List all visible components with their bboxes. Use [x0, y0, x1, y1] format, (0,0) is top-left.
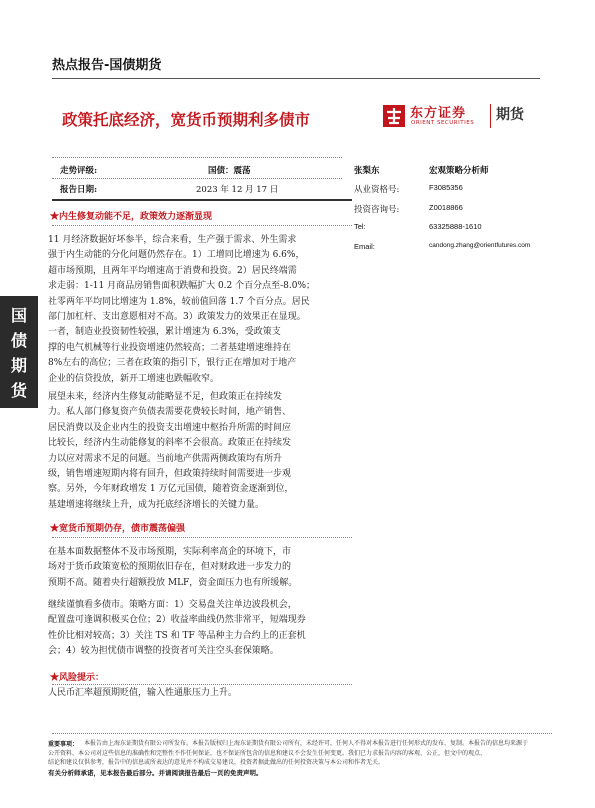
- logo-division: 期货: [496, 107, 524, 123]
- advisor-label: 投资咨询号:: [354, 205, 400, 215]
- logo-divider: [490, 104, 491, 128]
- analyst-name: 张梨东: [354, 166, 380, 176]
- section-rule: [52, 684, 352, 685]
- cert-number: F3085356: [429, 183, 463, 192]
- body-paragraph: 11 月经济数据好坏参半，综合来看，生产强于需求、外生需求 强于内生动能的分化问题仍然存在。1）工增同比增速为 6.6%， 超市场预期，且两年平均增速高于消费和投资。2）居民终端需 求走弱：1-11 月商品房销售面积跌幅扩大 0.2 个百分点至-8.0%； 社零两年平均同比增速为 1.8%，较前值回落 1.7 个百分点。居民 部门加杠杆、支出意愿相对不高。3）政策发力的效果正在显现。 一者，制造业投资韧性较强，累计增速为 6.3%，受政策支 撑的电气机械等行业投资增速仍然较高；二者基建增速维持在 8%左右的高位；三者在政策的指引下，银行正在增加对于地产 企业的信贷投放，新开工增速也跌幅收窄。: [48, 235, 316, 384]
- meta-bottom-rule: [52, 199, 352, 201]
- report-date: 2023 年 12 月 17 日: [196, 185, 279, 195]
- side-category-label: [9, 303, 29, 403]
- tel-number: 63325888-1610: [429, 222, 482, 231]
- email-label: Email:: [354, 242, 375, 251]
- side-tab-char: 期: [10, 356, 27, 375]
- disclaimer-rule: [52, 733, 552, 734]
- meta-top-rule: [52, 157, 342, 158]
- section-rule: [52, 537, 352, 538]
- disclaimer-text: 本报告由上海东证期货有限公司所发布。本报告版权归上海东证期货有限公司所有，未经许可，任何人不得对本报告进行任何形式的发布、复制。本报告的信息均来源于 公开资料，本公司对这些信息的准确性和完整性不作任何保证，也不保证所包含的信息和建议不会发生任何变更。我们已力求报告内容的客观、公正，但文中的观点、 结论和建议仅供参考，报告中的信息或所表达的意见并不构成交易建议，投资者据此做出的任何投资决策与本公司和作者无关。: [48, 740, 529, 766]
- disclaimer-label: 重要事项：: [48, 741, 79, 748]
- analyst-role: 宏观策略分析师: [429, 166, 489, 176]
- section-heading: ★宽货币预期仍存，债市震荡偏强: [50, 524, 186, 534]
- body-paragraph: 人民币汇率超预期贬值，输入性通胀压力上升。: [48, 688, 238, 698]
- report-title: 政策托底经济，宽货币预期利多债市: [62, 111, 311, 129]
- rating-value: 国债：震荡: [208, 166, 251, 176]
- tel-label: Tel:: [354, 222, 366, 231]
- header-divider: [52, 78, 540, 79]
- section-heading: ★内生修复动能不足，政策效力逐渐显现: [50, 212, 213, 222]
- report-type-header: 热点报告-国债期货: [52, 58, 162, 73]
- date-label: 报告日期:: [60, 185, 98, 195]
- section-rule: [52, 225, 352, 226]
- rating-label: 走势评级:: [60, 166, 98, 176]
- advisor-number: Z0018866: [429, 203, 463, 212]
- logo-name-en: ORIENT SECURITIES: [411, 120, 475, 126]
- disclaimer-final: 有关分析师承诺，见本报告最后部分。并请阅读报告最后一页的免责声明。: [48, 769, 263, 777]
- side-tab-char: 债: [10, 331, 27, 350]
- logo-name-cn: 东方证券: [410, 106, 467, 121]
- email-address[interactable]: candong.zhang@orientfutures.com: [429, 242, 531, 249]
- meta-mid-rule: [52, 178, 342, 179]
- orient-securities-logo-icon: [382, 104, 406, 128]
- cert-label: 从业资格号:: [354, 185, 400, 195]
- body-paragraph: 继续谨慎看多债市。策略方面：1）交易盘关注单边波段机会， 配置盘可逢调积极买仓位；2）收益率曲线仍然非常平，短端现券 性价比相对较高；3）关注 TS 和 TF 等品种主力合约上的正套机 会；4）较为担忧债市调整的投资者可关注空头套保策略。: [48, 600, 306, 657]
- body-paragraph: 展望未来，经济内生修复动能略显不足，但政策正在持续发 力。私人部门修复资产负债表需要花费较长时间，地产销售、 居民消费以及企业内生的投资支出增速中枢抬升所需的时间应 比较长，经济内生动能修复的斜率不会很高。政策正在持续发 力以应对需求不足的问题。当前地产供需两侧政策均有所升 级，销售增速短期内将有回升，但政策持续时间需要进一步观 察。另外，今年财政增发 1 万亿元国债，随着资金逐渐到位， 基建增速将继续上升，成为托底经济增长的关键力量。: [48, 392, 294, 510]
- side-tab-char: 国: [10, 306, 27, 325]
- section-heading: ★风险提示：: [50, 673, 105, 683]
- body-paragraph: 在基本面数据整体不及市场预期，实际利率高企的环境下，市 场对于货币政策宽松的预期依旧存在，但对财政进一步发力的 预期不高。随着央行超额投放 MLF，资金面压力也有所缓解。: [48, 547, 298, 588]
- side-tab-char: 货: [10, 381, 27, 400]
